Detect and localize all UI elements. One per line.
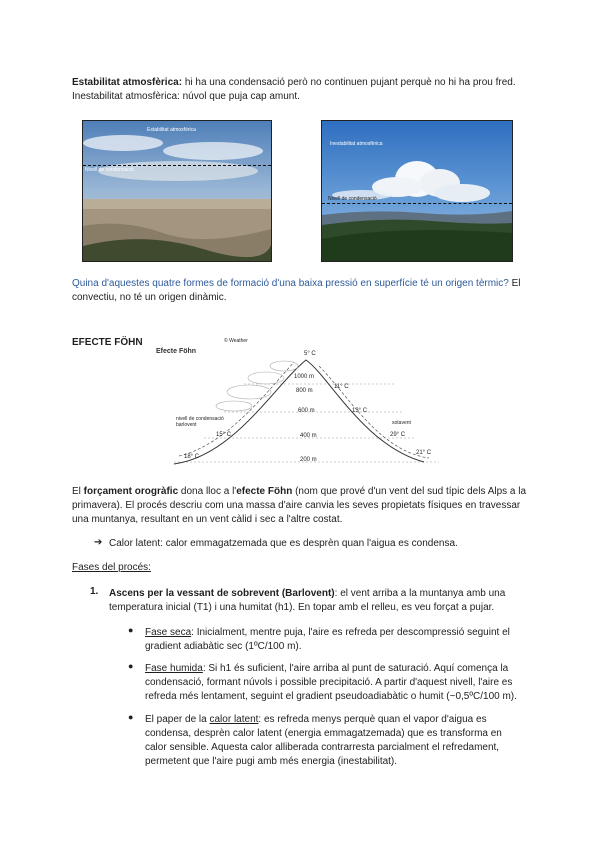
foehn-diagram: [154, 338, 444, 470]
stability-photo-title: Estabilitat atmosfèrica: [147, 127, 196, 133]
foehn-paragraph-l1: [72, 485, 528, 499]
step-1-l1: [109, 587, 527, 601]
latent-heat-term: calor latent: [209, 714, 259, 725]
latent-heat-l4: permetent que l'aire pugi amb més energia (inestabilitat).: [145, 756, 398, 767]
orographic-forcing: forçament orogràfic: [83, 486, 179, 497]
phases-heading: Fases del procés:: [72, 562, 151, 573]
latent-heat-l3: calor sensible. Aquesta calor alliberada contrarresta parcialment el refredament,: [145, 742, 500, 753]
wet-phase-l1: [145, 662, 527, 676]
wet-phase-term: Fase humida: [145, 663, 203, 674]
altitude-label: 400 m: [300, 433, 317, 439]
dry-phase-l1: [145, 626, 527, 640]
answer-start: El: [508, 278, 521, 289]
temperature-label: 18° C: [184, 454, 200, 460]
temperature-label: 15° C: [216, 432, 232, 438]
instability-text: núvol que puja cap amunt.: [179, 91, 300, 102]
question-text: Quina d'aquestes quatre formes de formació d'una baixa pressió en superfície té un origen tèrmic?: [72, 278, 509, 289]
altitude-label: 600 m: [298, 408, 315, 414]
answer-text: convectiu, no té un origen dinàmic.: [72, 292, 227, 303]
para-a: El: [72, 486, 84, 497]
dry-phase-term: Fase seca: [145, 627, 192, 638]
diagram-title: Efecte Föhn: [156, 348, 197, 355]
windward-note: nivell de condensació barlovent: [176, 416, 224, 428]
condensation-level-label-right: Nivell de condensació: [328, 196, 377, 202]
condensation-line: [83, 165, 271, 166]
stability-text: hi ha una condensació però no continuen pujant perquè no hi ha prou fred.: [182, 77, 516, 88]
dry-phase-l2: gradient adiabàtic sec (1ºC/100 m).: [145, 641, 302, 652]
diagram-credit: © Weather: [224, 338, 248, 344]
bullet-icon: ●: [128, 712, 134, 722]
stability-definition: [72, 76, 528, 90]
step-1-text: : el vent arriba a la muntanya amb una: [334, 588, 506, 599]
latent-heat-l1: [145, 713, 527, 727]
stability-term: Estabilitat atmosfèrica:: [72, 77, 183, 88]
step-1-l2: temperatura inicial (T1) i una humitat (h1). En topar amb el relleu, es veu forçat a pujar.: [109, 602, 495, 613]
wet-phase-l3: refreda més lentament, seguint el gradient pseudoadiabàtic o humit (~0,5ºC/100 m).: [145, 691, 517, 702]
dry-phase-text: : Inicialment, mentre puja, l'aire es refreda per descompressió seguint el: [191, 627, 510, 638]
foehn-term: efecte Föhn: [236, 486, 293, 497]
altitude-label: 800 m: [296, 388, 313, 394]
para-e: (nom que prové d'un vent del sud típic dels Alps a la: [292, 486, 527, 497]
wet-phase-text: : Si h1 és suficient, l'aire arriba al punt de saturació. Aquí comença la: [202, 663, 509, 674]
foehn-paragraph-l3: una muntanya, resultant en un vent càlid i sec a l'altre costat.: [72, 514, 343, 525]
instability-photo-title: Inestabilitat atmosfèrica: [330, 141, 383, 147]
arrow-icon: ➔: [94, 537, 103, 548]
latent-heat-l2: condensa, desprèn calor latent (energia emmagatzemada) que es transforma en: [145, 728, 502, 739]
stability-photo: [82, 120, 272, 262]
para-c: dona lloc a l': [178, 486, 237, 497]
step-1-title: Ascens per la vessant de sobrevent (Barlovent): [109, 588, 335, 599]
city-landscape-image: [83, 121, 271, 261]
step-number: 1.: [90, 586, 99, 597]
bullet-icon: ●: [128, 661, 134, 671]
latent-heat-pre: El paper de la: [145, 714, 210, 725]
bullet-icon: ●: [128, 625, 134, 635]
instability-definition: [72, 90, 528, 104]
foehn-heading: EFECTE FÖHN: [72, 337, 143, 348]
wet-phase-l2: condensació, formant núvols i possible precipitació. A partir d'aquest nivell, l'aire es: [145, 677, 513, 688]
instability-photo: [321, 120, 513, 262]
condensation-line-right: [322, 203, 512, 204]
temperature-label: 29° C: [390, 432, 406, 438]
temperature-label: 5° C: [304, 351, 316, 357]
latent-heat-text: : es refreda menys perquè quan el vapor d'aigua es: [258, 714, 487, 725]
condensation-level-label: Nivell de condensació: [85, 167, 134, 173]
foehn-paragraph-l2: primavera). El procés descriu com una massa d'aire canvia les seves propietats físiques en travessar: [72, 500, 521, 511]
altitude-label: 200 m: [300, 457, 317, 463]
temperature-label: 13° C: [352, 408, 368, 414]
question-line: [72, 277, 528, 291]
instability-term: Inestabilitat atmosfèrica:: [72, 91, 180, 102]
temperature-label: 21° C: [416, 450, 432, 456]
altitude-label: 1000 m: [294, 374, 315, 380]
latent-heat-note: Calor latent: calor emmagatzemada que es desprèn quan l'aigua es condensa.: [109, 538, 458, 549]
temperature-label: 11° C: [334, 384, 349, 390]
leeward-note: sotavent: [392, 420, 411, 426]
